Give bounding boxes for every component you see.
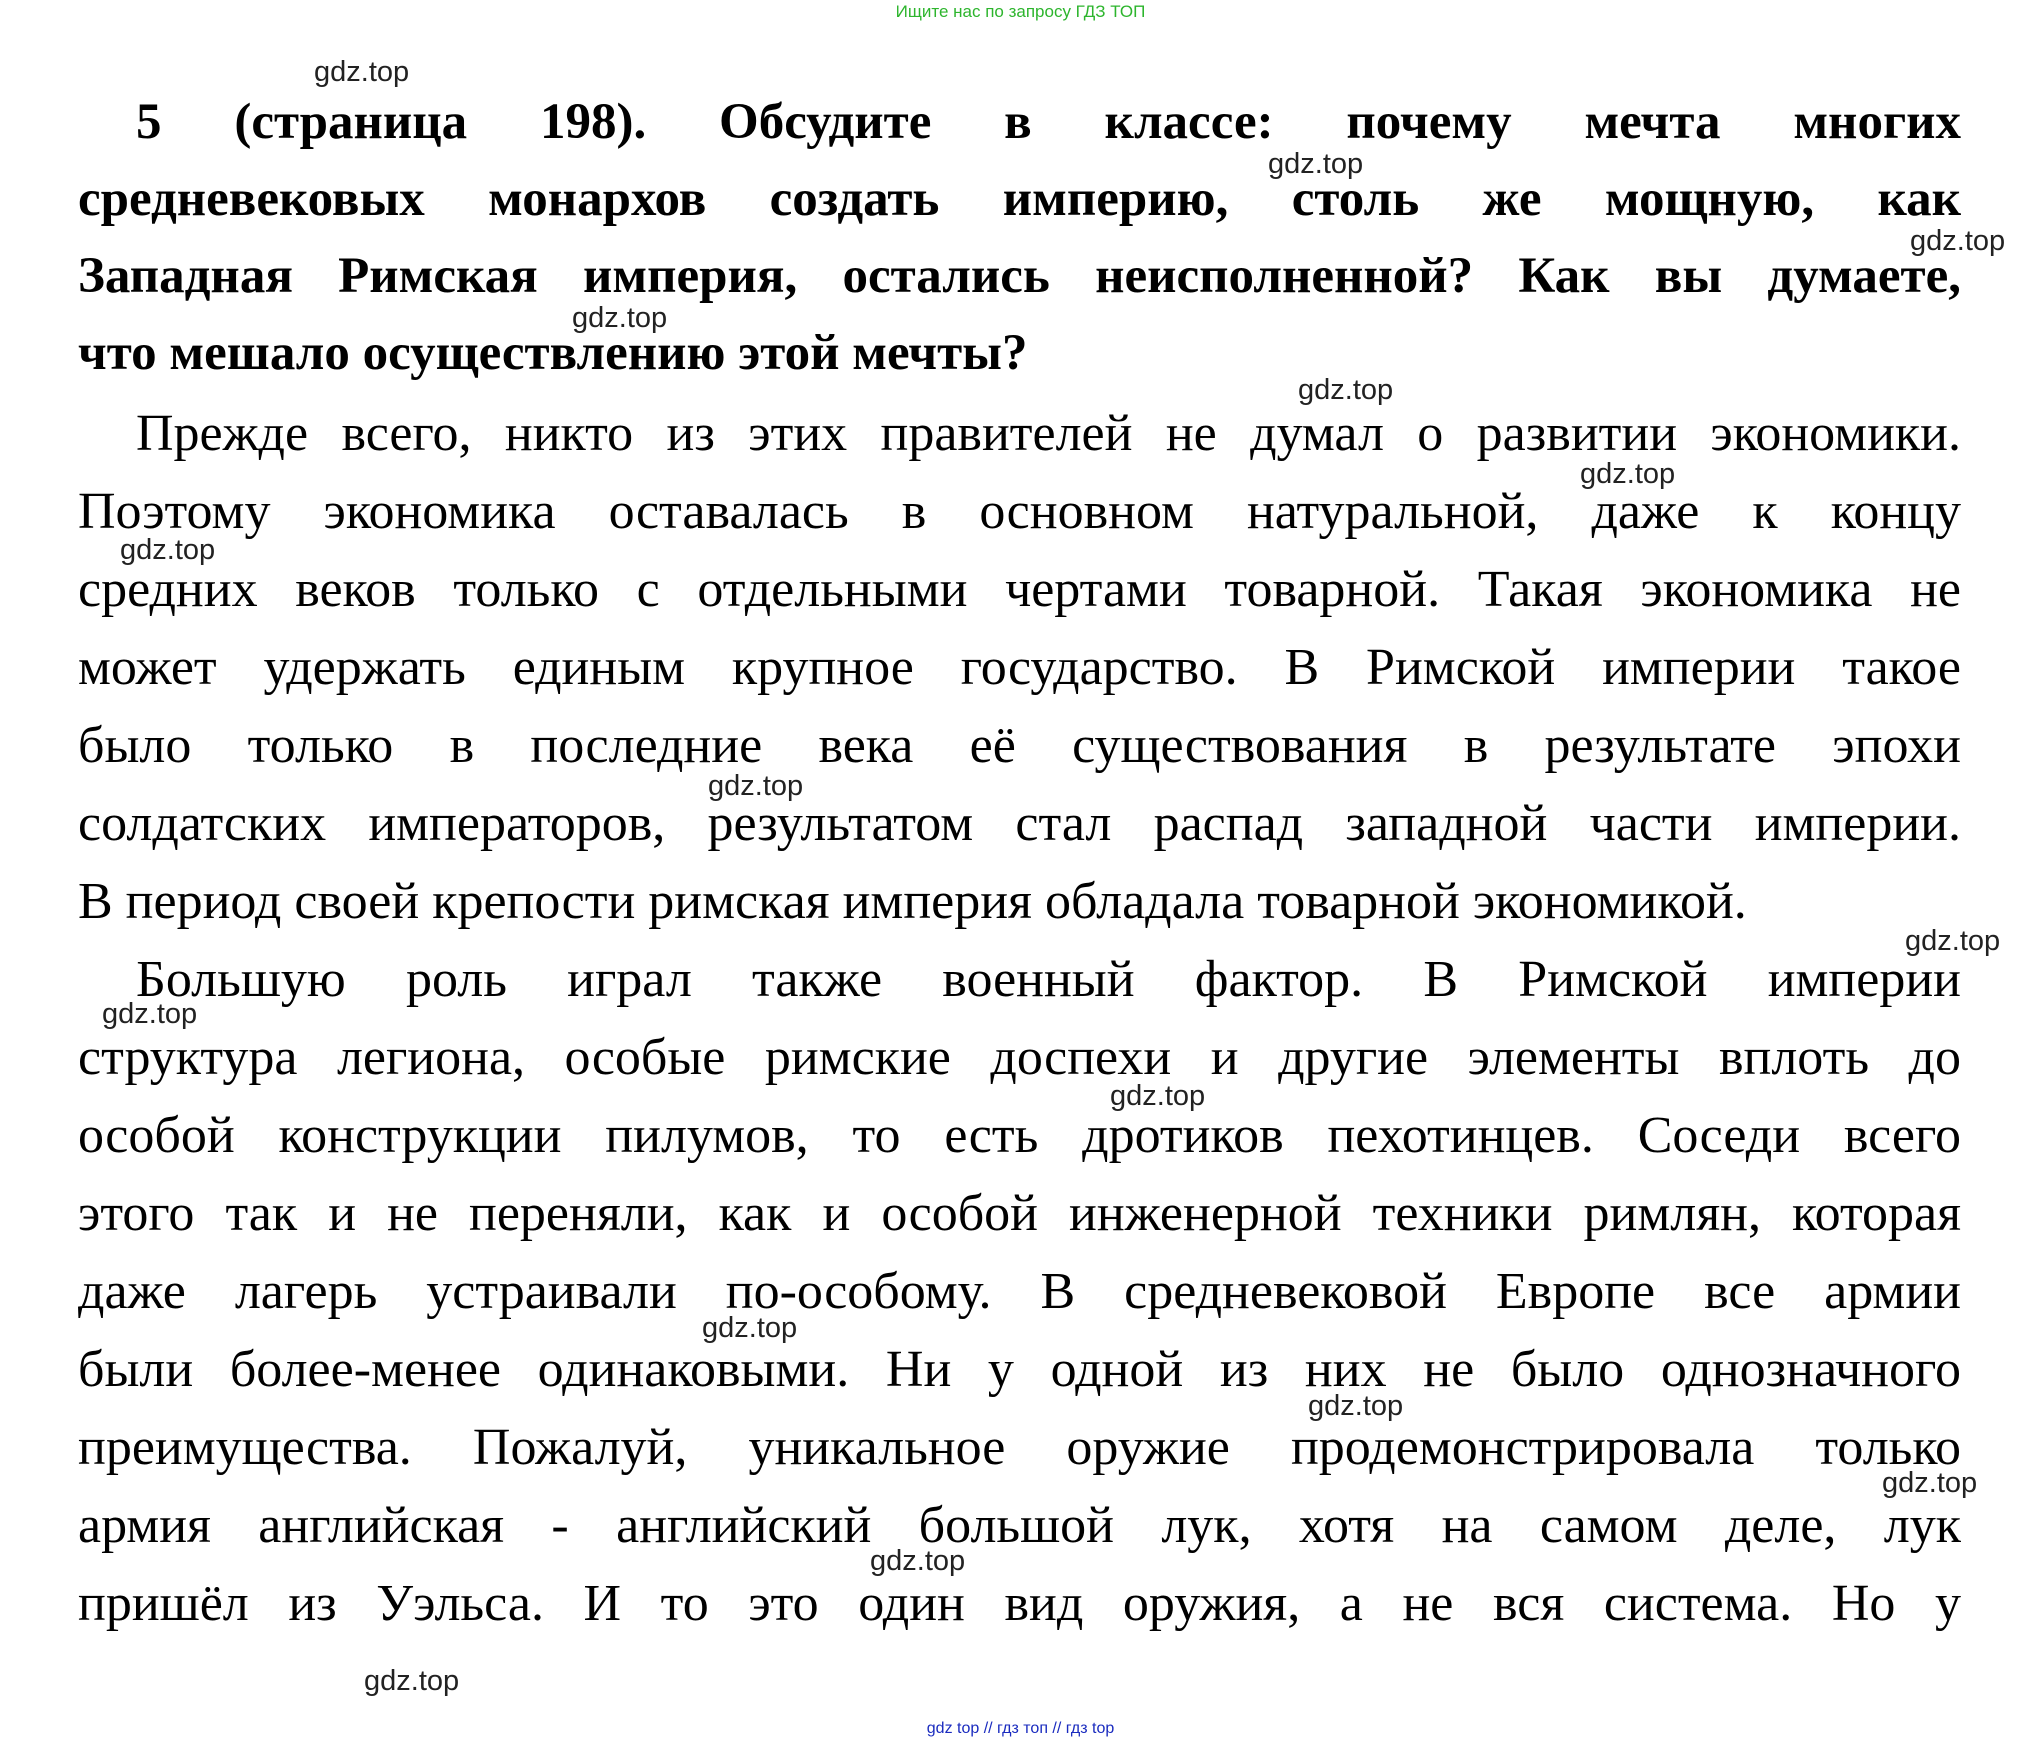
answer-line: пришёл из Уэльса. И то это один вид оружия, а не вся система. Но у xyxy=(78,1575,1961,1632)
question-line: Западная Римская империя, остались неисполненной? Как вы думаете, xyxy=(78,248,1961,304)
question-line: средневековых монархов создать империю, столь же мощную, как xyxy=(78,171,1961,227)
watermark: gdz.top xyxy=(1882,1467,1978,1499)
answer-line: В период своей крепости римская империя обладала товарной экономикой. xyxy=(78,873,1747,930)
top-banner: Ищите нас по запросу ГДЗ ТОП xyxy=(895,2,1146,21)
answer-line: даже лагерь устраивали по-особому. В средневековой Европе все армии xyxy=(78,1263,1961,1320)
watermark: gdz.top xyxy=(1910,225,2006,257)
watermark: gdz.top xyxy=(1580,458,1676,490)
watermark: gdz.top xyxy=(572,302,668,334)
answer-line: были более-менее одинаковыми. Ни у одной из них не было однозначного xyxy=(78,1341,1961,1398)
watermark: gdz.top xyxy=(102,998,198,1030)
watermark: gdz.top xyxy=(1110,1080,1206,1112)
watermark: gdz.top xyxy=(314,56,410,88)
answer-line: было только в последние века её существования в результате эпохи xyxy=(78,717,1961,774)
watermark: gdz.top xyxy=(702,1312,798,1344)
answer-line: Прежде всего, никто из этих правителей не думал о развитии экономики. xyxy=(136,405,1961,462)
watermark: gdz.top xyxy=(870,1545,966,1577)
answer-line: армия английская - английский большой лук, хотя на самом деле, лук xyxy=(78,1497,1961,1554)
answer-line: Большую роль играл также военный фактор. В Римской империи xyxy=(136,951,1961,1008)
watermark: gdz.top xyxy=(1308,1390,1404,1422)
answer-line: Поэтому экономика оставалась в основном натуральной, даже к концу xyxy=(78,483,1961,540)
answer-line: особой конструкции пилумов, то есть дротиков пехотинцев. Соседи всего xyxy=(78,1107,1961,1164)
answer-line: этого так и не переняли, как и особой инженерной техники римлян, которая xyxy=(78,1185,1961,1242)
watermark: gdz.top xyxy=(364,1665,460,1697)
watermark: gdz.top xyxy=(1298,374,1394,406)
watermark: gdz.top xyxy=(1905,925,2001,957)
watermark: gdz.top xyxy=(708,770,804,802)
answer-line: может удержать единым крупное государство. В Римской империи такое xyxy=(78,639,1961,696)
answer-line: структура легиона, особые римские доспехи и другие элементы вплоть до xyxy=(78,1029,1961,1086)
question-line: 5 (страница 198). Обсудите в классе: почему мечта многих xyxy=(136,94,1961,150)
answer-line: преимущества. Пожалуй, уникальное оружие продемонстрировала только xyxy=(78,1419,1961,1476)
answer-line: солдатских императоров, результатом стал распад западной части империи. xyxy=(78,795,1961,852)
footer-watermark: gdz top // гдз топ // гдз top xyxy=(926,1720,1115,1737)
watermark: gdz.top xyxy=(1268,148,1364,180)
question-line: что мешало осуществлению этой мечты? xyxy=(78,325,1028,381)
answer-line: средних веков только с отдельными чертами товарной. Такая экономика не xyxy=(78,561,1961,618)
watermark: gdz.top xyxy=(120,534,216,566)
